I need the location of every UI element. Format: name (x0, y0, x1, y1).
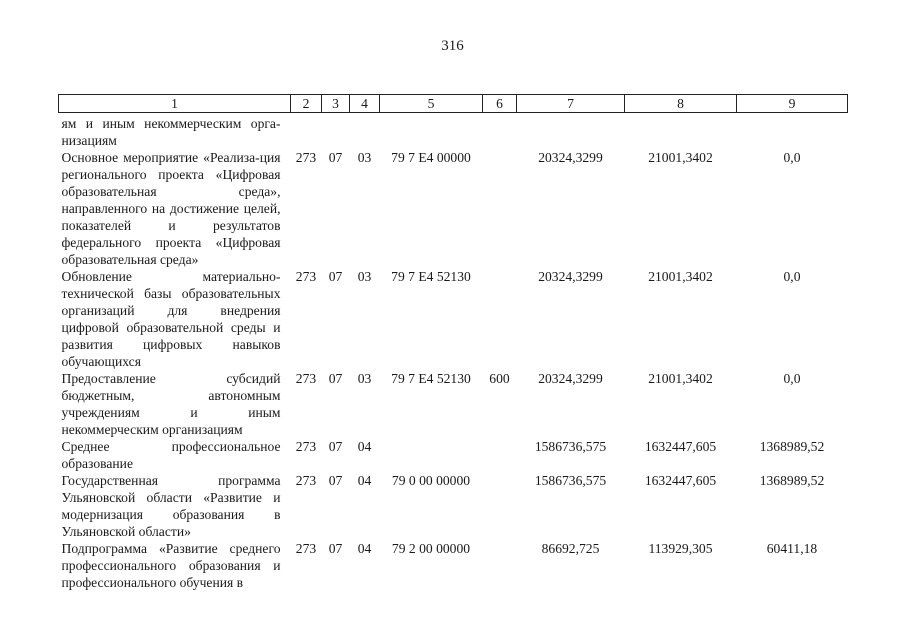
table-row (59, 472, 848, 540)
row-name: ям и иным некоммерческим орга-низациям (61, 116, 281, 148)
expense-type-code (483, 540, 517, 591)
admin-code: 273 (295, 473, 317, 488)
row-name: Подпрограмма «Развитие среднего профессионального образования и профессионального обучения в (61, 541, 281, 590)
target-article-code (380, 438, 483, 472)
subsection-code: 04 (357, 473, 372, 488)
amount-year-3 (737, 113, 848, 150)
expense-type-code (483, 472, 517, 540)
amount-year-2: 113929,305 (648, 541, 713, 556)
expense-type-code (483, 149, 517, 268)
amount-year-2: 21001,3402 (648, 269, 713, 284)
expense-type-code: 600 (489, 371, 510, 386)
section-code: 07 (328, 473, 343, 488)
amount-year-2: 1632447,605 (644, 439, 717, 454)
amount-year-3: 0,0 (783, 269, 801, 284)
table-row (59, 370, 848, 438)
amount-year-1 (517, 113, 625, 150)
subsection-code: 04 (357, 439, 372, 454)
amount-year-1: 20324,3299 (538, 269, 603, 284)
admin-code: 273 (295, 150, 317, 165)
amount-year-3: 0,0 (783, 150, 801, 165)
column-header: 6 (483, 95, 517, 113)
column-header: 5 (380, 95, 483, 113)
section-code (322, 113, 350, 150)
column-header: 9 (737, 95, 848, 113)
page-number: 316 (441, 38, 464, 54)
amount-year-1: 1586736,575 (534, 439, 607, 454)
table-row (59, 268, 848, 370)
column-header: 4 (350, 95, 380, 113)
section-code: 07 (328, 150, 343, 165)
target-article-code: 79 2 00 00000 (391, 541, 471, 556)
amount-year-1: 86692,725 (541, 541, 600, 556)
amount-year-3: 1368989,52 (759, 439, 825, 454)
section-code: 07 (328, 541, 343, 556)
target-article-code: 79 0 00 00000 (391, 473, 471, 488)
section-code: 07 (328, 439, 343, 454)
target-article-code (380, 113, 483, 150)
table-row (59, 113, 848, 150)
amount-year-1: 1586736,575 (534, 473, 607, 488)
amount-year-2 (625, 113, 737, 150)
section-code: 07 (328, 371, 343, 386)
column-header: 7 (517, 95, 625, 113)
amount-year-1: 20324,3299 (538, 150, 603, 165)
admin-code (291, 113, 322, 150)
amount-year-2: 21001,3402 (648, 150, 713, 165)
expense-type-code (483, 113, 517, 150)
target-article-code: 79 7 Е4 52130 (391, 371, 471, 386)
column-header: 3 (322, 95, 350, 113)
admin-code: 273 (295, 439, 317, 454)
row-name: Государственная программа Ульяновской области «Развитие и модернизация образования в Ульяновской области» (61, 473, 281, 539)
subsection-code (350, 113, 380, 150)
expense-type-code (483, 268, 517, 370)
table-row (59, 540, 848, 591)
amount-year-3: 1368989,52 (759, 473, 825, 488)
amount-year-3: 0,0 (783, 371, 801, 386)
subsection-code: 04 (357, 541, 372, 556)
row-name: Основное мероприятие «Реализа-ция регионального проекта «Цифровая образовательная среда», направленного на достижение целей, показателей и результатов федерального проекта «Цифровая образовательная среда» (61, 150, 281, 267)
column-header: 1 (59, 95, 291, 113)
table-row (59, 438, 848, 472)
amount-year-2: 1632447,605 (644, 473, 717, 488)
admin-code: 273 (295, 541, 317, 556)
budget-table (58, 94, 848, 591)
admin-code: 273 (295, 269, 317, 284)
amount-year-3: 60411,18 (766, 541, 818, 556)
row-name: Среднее профессиональное образование (61, 439, 281, 471)
table-header-row (59, 95, 848, 113)
expense-type-code (483, 438, 517, 472)
amount-year-1: 20324,3299 (538, 371, 603, 386)
column-header: 8 (625, 95, 737, 113)
amount-year-2: 21001,3402 (648, 371, 713, 386)
target-article-code: 79 7 Е4 52130 (391, 269, 471, 284)
row-name: Предоставление субсидий бюджетным, автономным учреждениям и иным некоммерческим организациям (61, 371, 281, 437)
row-name: Обновление материально-технической базы образовательных организаций для внедрения цифровой образовательной среды и развития цифровых навыков обучающихся (61, 269, 281, 369)
subsection-code: 03 (357, 269, 372, 284)
subsection-code: 03 (357, 150, 372, 165)
admin-code: 273 (295, 371, 317, 386)
table-row (59, 149, 848, 268)
target-article-code: 79 7 Е4 00000 (391, 150, 471, 165)
column-header: 2 (291, 95, 322, 113)
subsection-code: 03 (357, 371, 372, 386)
section-code: 07 (328, 269, 343, 284)
